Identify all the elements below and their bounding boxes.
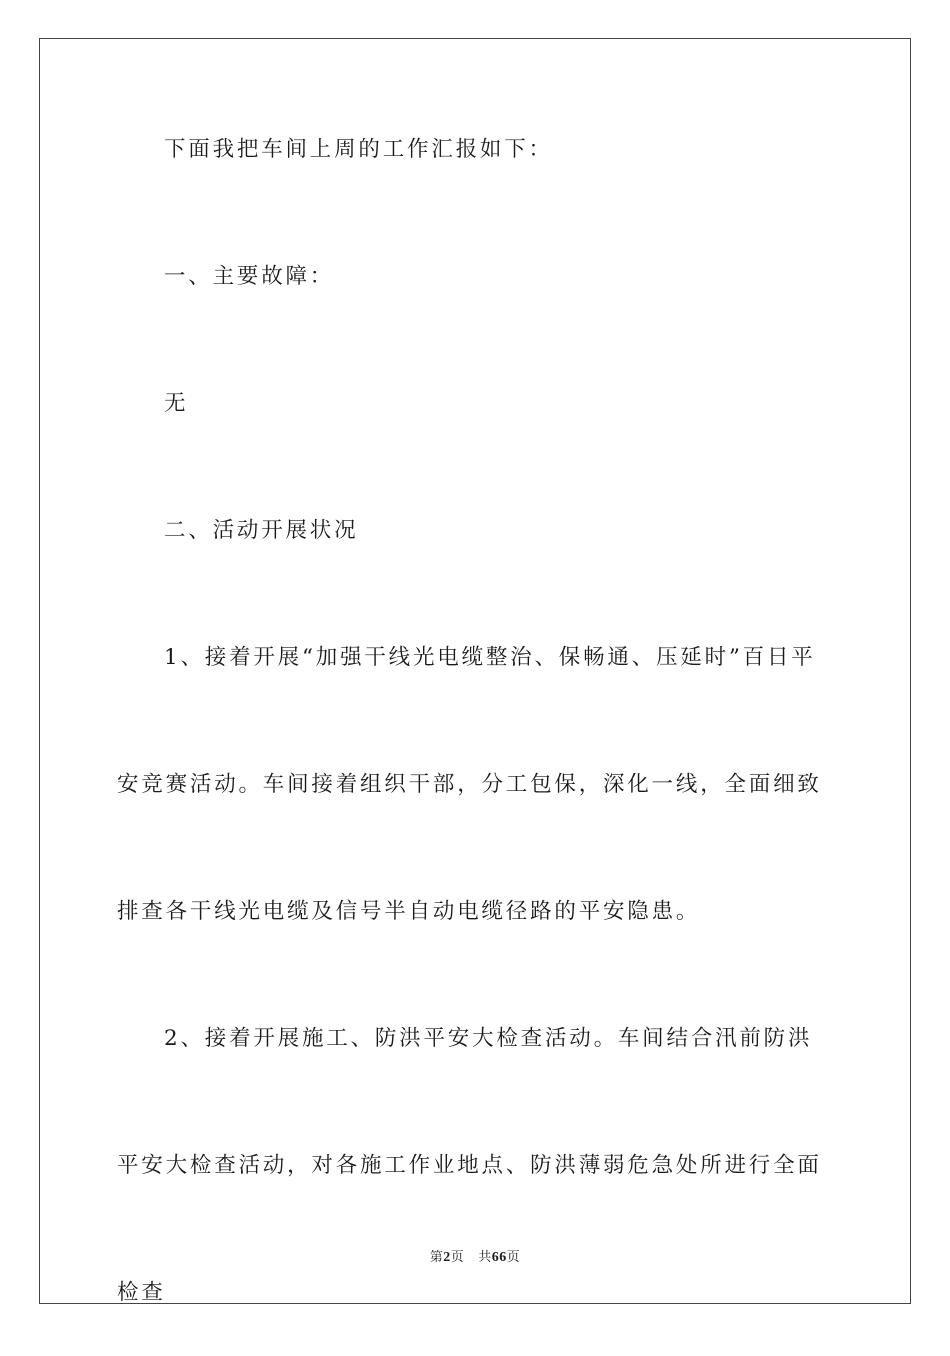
paragraph-faults-none: 无 [164, 391, 189, 416]
paragraph-intro: 下面我把车间上周的工作汇报如下： [164, 137, 553, 162]
footer-total-suffix: 页 [506, 1250, 521, 1265]
footer-page-suffix: 页 [450, 1250, 465, 1265]
footer-page-number: 2 [443, 1250, 451, 1265]
heading-main-faults: 一、主要故障： [164, 264, 335, 289]
heading-activities: 二、活动开展状况 [164, 518, 359, 543]
paragraph-activity-2: 2、接着开展施工、防洪平安大检查活动。车间结合汛前防洪平安大检查活动，对各施工作业地点、防洪薄弱危急处所进行全面检查 [117, 1026, 822, 1305]
footer-page-prefix: 第 [429, 1250, 444, 1265]
page-footer [0, 1246, 950, 1266]
footer-total-prefix: 共 [478, 1250, 492, 1265]
paragraph-activity-1: 1、接着开展“加强干线光电缆整治、保畅通、压延时”百日平安竞赛活动。车间接着组织干部，分工包保，深化一线，全面细致排查各干线光电缆及信号半自动电缆径路的平安隐患。 [117, 645, 822, 924]
footer-total-pages: 66 [491, 1250, 507, 1265]
